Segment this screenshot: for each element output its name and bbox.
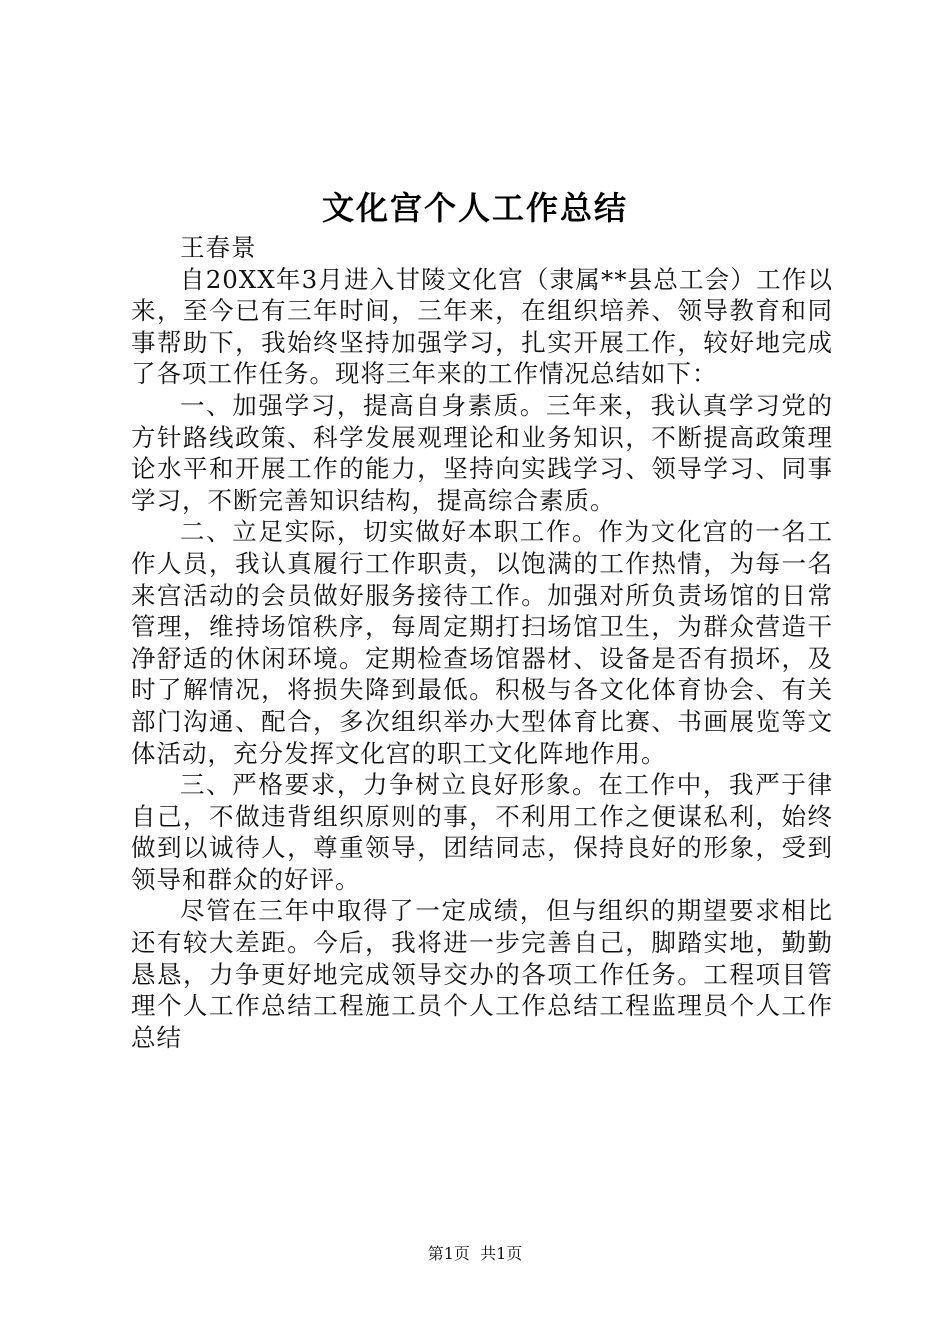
- author-line: 王春景: [180, 233, 257, 262]
- footer-separator: [470, 1244, 480, 1263]
- paragraph-conclusion: 尽管在三年中取得了一定成绩，但与组织的期望要求相比还有较大差距。今后，我将进一步完善自己，脚踏实地，勤勤恳恳，力争更好地完成领导交办的各项工作任务。工程项目管理个人工作总结工程施工员个人工作总结工程监理员个人工作总结: [131, 896, 833, 1052]
- page-number: 第1页: [427, 1244, 470, 1263]
- document-title: 文化宫个人工作总结: [321, 189, 628, 227]
- paragraph-intro: 自20XX年3月进入甘陵文化宫（隶属**县总工会）工作以来，至今已有三年时间，三年来，在组织培养、领导教育和同事帮助下，我始终坚持加强学习，扎实开展工作，较好地完成了各项工作任务。现将三年来的工作情况总结如下：: [131, 264, 833, 389]
- document-body: [131, 232, 833, 1053]
- page-footer: [0, 1242, 950, 1266]
- paragraph-section-3: 三、严格要求，力争树立良好形象。在工作中，我严于律自己，不做违背组织原则的事，不利用工作之便谋私利，始终做到以诚待人，尊重领导，团结同志，保持良好的形象，受到领导和群众的好评。: [131, 770, 833, 894]
- paragraph-section-1: 一、加强学习，提高自身素质。三年来，我认真学习党的方针路线政策、科学发展观理论和业务知识，不断提高政策理论水平和开展工作的能力，坚持向实践学习、领导学习、同事学习，不断完善知识结构，提高综合素质。: [131, 390, 833, 515]
- paragraph-section-2: 二、立足实际，切实做好本职工作。作为文化宫的一名工作人员，我认真履行工作职责，以饱满的工作热情，为每一名来宫活动的会员做好服务接待工作。加强对所负责场馆的日常管理，维持场馆秩序，每周定期打扫场馆卫生，为群众营造干净舒适的休闲环境。定期检查场馆器材、设备是否有损坏，及时了解情况，将损失降到最低。积极与各文化体育协会、有关部门沟通、配合，多次组织举办大型体育比赛、书画展览等文体活动，充分发挥文化宫的职工文化阵地作用。: [131, 517, 833, 768]
- page-total: 共1页: [480, 1244, 523, 1263]
